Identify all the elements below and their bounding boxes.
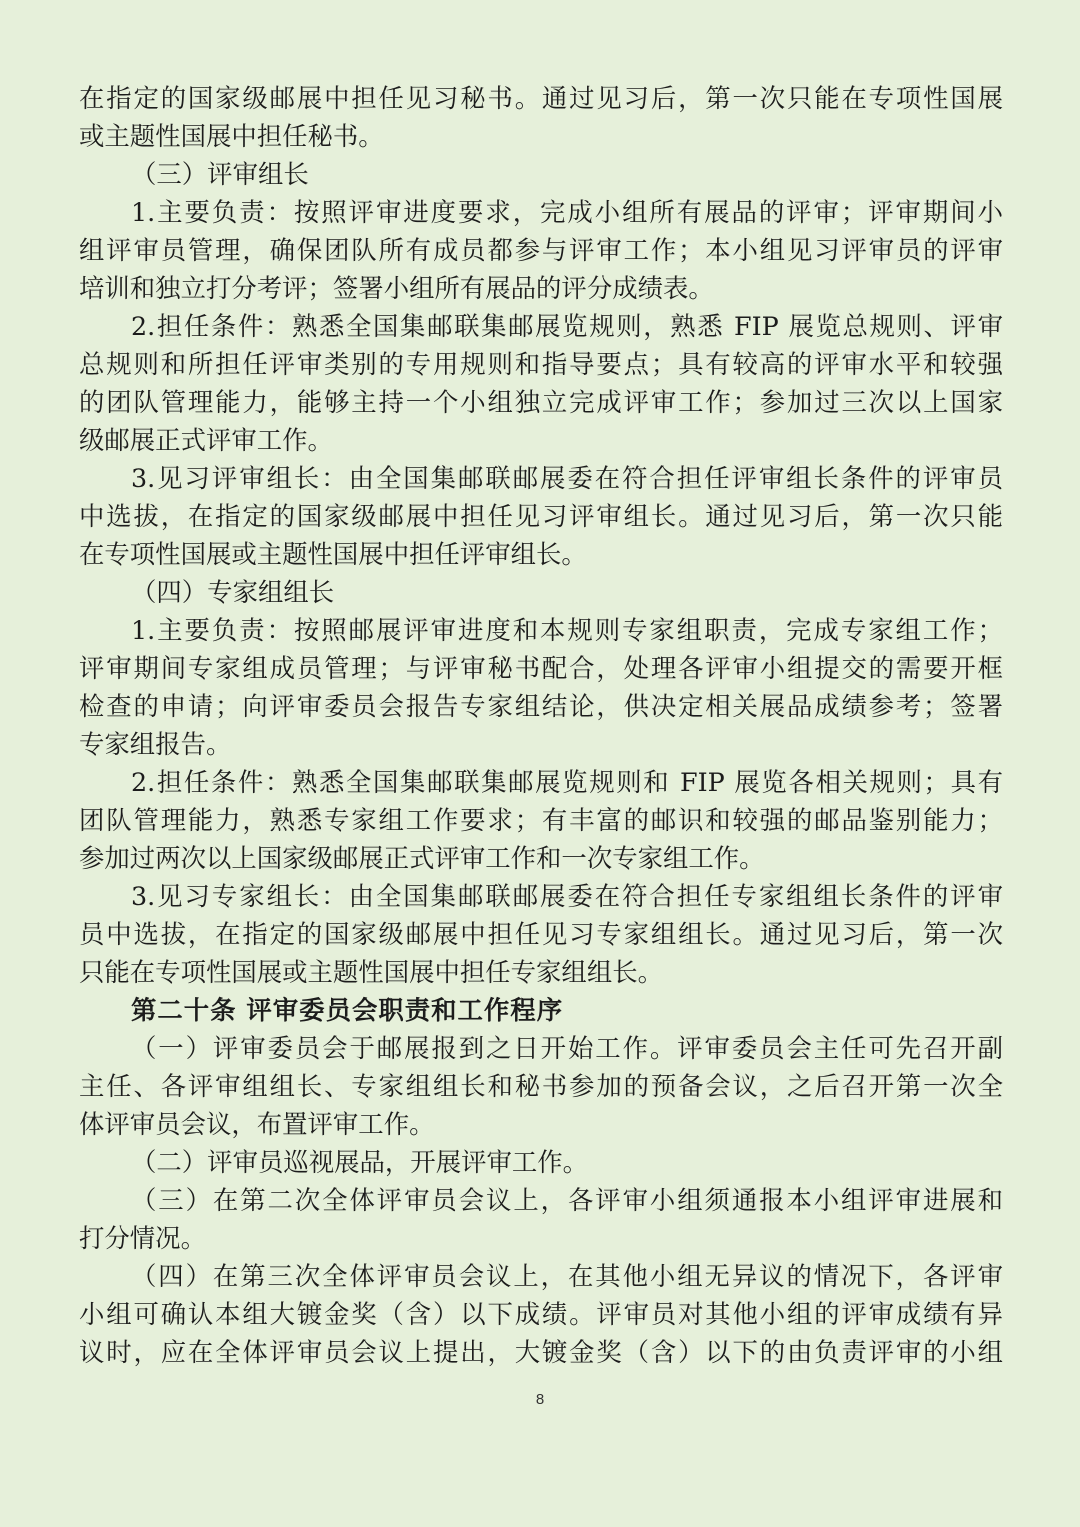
text-line: 只能在专项性国展或主题性国展中担任专家组组长。 (79, 957, 663, 987)
article-heading: 第二十条 评审委员会职责和工作程序 (131, 995, 564, 1025)
text-line: 团队管理能力，熟悉专家组工作要求；有丰富的邮识和较强的邮品鉴别能力； (79, 805, 1003, 835)
text-line: 小组可确认本组大镀金奖（含）以下成绩。评审员对其他小组的评审成绩有异 (79, 1299, 1003, 1329)
text-line: 级邮展正式评审工作。 (79, 425, 333, 455)
text-line: （二）评审员巡视展品，开展评审工作。 (131, 1147, 589, 1177)
text-line: 评审期间专家组成员管理；与评审秘书配合，处理各评审小组提交的需要开框 (79, 653, 1003, 683)
text-line: 或主题性国展中担任秘书。 (79, 121, 384, 151)
text-line: （三）在第二次全体评审员会议上，各评审小组须通报本小组评审进展和 (131, 1185, 1003, 1215)
text-line: 2.担任条件：熟悉全国集邮联集邮展览规则，熟悉 FIP 展览总规则、评审 (131, 311, 1003, 341)
text-line: 1.主要负责：按照评审进度要求，完成小组所有展品的评审；评审期间小 (131, 197, 1003, 227)
text-line: 中选拔，在指定的国家级邮展中担任见习评审组长。通过见习后，第一次只能 (79, 501, 1003, 531)
text-line: 员中选拔，在指定的国家级邮展中担任见习专家组组长。通过见习后，第一次 (79, 919, 1003, 949)
text-line: 主任、各评审组组长、专家组组长和秘书参加的预备会议，之后召开第一次全 (79, 1071, 1003, 1101)
section-heading: （四）专家组组长 (131, 577, 335, 607)
text-line: 参加过两次以上国家级邮展正式评审工作和一次专家组工作。 (79, 843, 765, 873)
text-line: 3.见习评审组长：由全国集邮联邮展委在符合担任评审组长条件的评审员 (131, 463, 1003, 493)
text-line: 检查的申请；向评审委员会报告专家组结论，供决定相关展品成绩参考；签署 (79, 691, 1003, 721)
text-line: 在专项性国展或主题性国展中担任评审组长。 (79, 539, 587, 569)
text-line: 3.见习专家组长：由全国集邮联邮展委在符合担任专家组组长条件的评审 (131, 881, 1003, 911)
text-line: 总规则和所担任评审类别的专用规则和指导要点；具有较高的评审水平和较强 (79, 349, 1003, 379)
text-line: 2.担任条件：熟悉全国集邮联集邮展览规则和 FIP 展览各相关规则；具有 (131, 767, 1003, 797)
text-line: 在指定的国家级邮展中担任见习秘书。通过见习后，第一次只能在专项性国展 (79, 83, 1003, 113)
page-number: 8 (535, 1391, 545, 1408)
text-line: （四）在第三次全体评审员会议上，在其他小组无异议的情况下，各评审 (131, 1261, 1003, 1291)
text-line: 打分情况。 (79, 1223, 206, 1253)
text-line: 议时，应在全体评审员会议上提出，大镀金奖（含）以下的由负责评审的小组 (79, 1337, 1003, 1367)
text-line: 组评审员管理，确保团队所有成员都参与评审工作；本小组见习评审员的评审 (79, 235, 1003, 265)
document-body (79, 79, 1003, 1371)
text-line: 专家组报告。 (79, 729, 232, 759)
text-line: 体评审员会议，布置评审工作。 (79, 1109, 435, 1139)
text-line: （一）评审委员会于邮展报到之日开始工作。评审委员会主任可先召开副 (131, 1033, 1003, 1063)
text-line: 1.主要负责：按照邮展评审进度和本规则专家组职责，完成专家组工作； (131, 615, 1003, 645)
text-line: 培训和独立打分考评；签署小组所有展品的评分成绩表。 (79, 273, 714, 303)
text-line: 的团队管理能力，能够主持一个小组独立完成评审工作；参加过三次以上国家 (79, 387, 1003, 417)
section-heading: （三）评审组长 (131, 159, 309, 189)
